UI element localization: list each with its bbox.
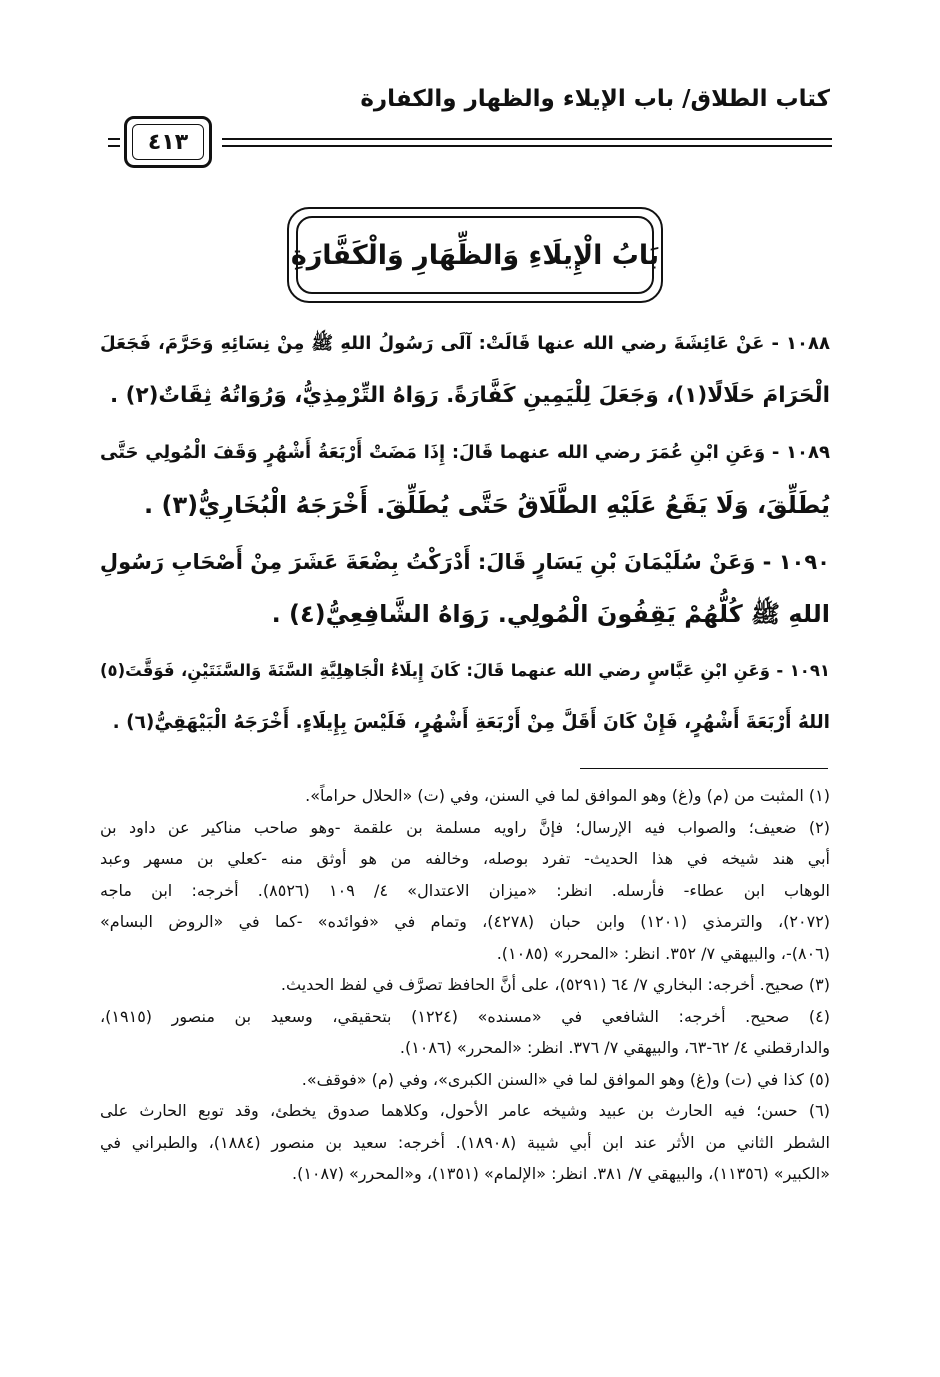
hadith-1091 (100, 645, 830, 749)
footnote-line: (٣) صحيح. أخرجه: البخاري ٧/ ٦٤ (٥٢٩١)، على أنَّ الحافظ تصرَّف في لفظ الحديث. (280, 975, 830, 994)
footnote-line: والدارقطني ٤/ ٦٢-٦٣، والبيهقي ٧/ ٣٧٦. انظر: «المحرر» (١٠٨٦). (399, 1038, 830, 1057)
hadith-line: الْحَرَامَ حَلَالًا(١)، وَجَعَلَ لِلْيَمِينِ كَفَّارَةً. رَوَاهُ التِّرْمِذِيُّ، وَرُوَاتُهُ ثِقَاتٌ(٢) . (110, 383, 830, 408)
footnote-line: (٤) صحيح. أخرجه: الشافعي في «مسنده» (١٢٢٤) بتحقيقي، وسعيد بن منصور (١٩١٥)، (100, 1006, 831, 1026)
footnote-line: (٢) ضعيف؛ والصواب فيه الإرسال؛ فإنَّ راويه مسلمة بن علقمة -وهو صاحب مناكير عن داود بن (100, 817, 830, 837)
footnote-6 (100, 1095, 830, 1190)
hadith-list (100, 318, 830, 754)
hadith-line: يُطَلِّقَ، وَلَا يَقَعُ عَلَيْهِ الطَّلَاقُ حَتَّى يُطَلِّقَ. أَخْرَجَهُ الْبُخَارِيُّ(٣) . (144, 491, 830, 519)
hadith-line: اللهِ ﷺ كُلُّهُمْ يَقِفُونَ الْمُولِي. رَوَاهُ الشَّافِعِيُّ(٤) . (271, 600, 830, 628)
footnote-2 (100, 812, 830, 970)
page-number-frame (124, 116, 212, 168)
hadith-1088 (100, 318, 830, 422)
footnote-divider (580, 768, 828, 769)
footnote-line: (٥) كذا في (ت) و(غ) وهو الموافق لما في «السنن الكبرى»، وفي (م) «فوقف». (301, 1069, 830, 1089)
footnote-1 (100, 780, 830, 812)
footnote-line: (٨٠٦)-، والبيهقي ٧/ ٣٥٢. انظر: «المحرر» (١٠٨٥). (496, 943, 830, 963)
footnote-line: (١) المثبت من (م) و(غ) وهو الموافق لما في السنن، وفي (ت) «الحلال حراماً». (305, 786, 830, 805)
footnote-line: الشطر الثاني من الأثر عند ابن أبي شيبة (١٨٩٠٨). أخرجه: سعيد بن منصور (١٨٨٤)، والطبراني في (100, 1132, 831, 1152)
chapter-title-frame (287, 207, 663, 303)
header-rule (222, 145, 832, 147)
footnotes (100, 780, 830, 1190)
hadith-line: اللهُ أَرْبَعَةَ أَشْهُرٍ، فَإِنْ كَانَ أَقَلَّ مِنْ أَرْبَعَةِ أَشْهُرٍ، فَلَيْسَ بِإِيلَاءٍ. أَخْرَجَهُ الْبَيْهَقِيُّ(٦) . (112, 712, 830, 733)
page-number: ٤١٣ (132, 124, 204, 160)
footnote-line: (٢٠٧٢)، والترمذي (١٢٠١) وابن حبان (٤٢٧٨)، وتمام في «فوائده» -كما في «الروض البسام» (100, 912, 831, 931)
footnote-line: الوهاب ابن عطاء- فأرسله. انظر: «ميزان الاعتدال» ٤/ ١٠٩ (٨٥٢٦). أخرجه: ابن ماجه (100, 880, 830, 900)
footnote-line: (٦) حسن؛ فيه الحارث بن عبيد وشيخه عامر الأحول، وكلاهما صدوق يخطئ، وقد توبع الحارث على (100, 1101, 830, 1120)
hadith-1089 (100, 427, 830, 531)
hadith-line: ١٠٨٨ - عَنْ عَائِشَةَ رضي الله عنها قَالَتْ: آلَى رَسُولُ اللهِ ﷺ مِنْ نِسَائِهِ وَحَرَّمَ، فَجَعَلَ (100, 333, 830, 354)
footnote-line: «الكبير» (١١٣٥٦)، والبيهقي ٧/ ٣٨١. انظر: «الإلمام» (١٣٥١)، و«المحرر» (١٠٨٧). (291, 1164, 830, 1183)
header-rule (222, 138, 832, 140)
hadith-line: ١٠٩١ - وَعَنِ ابْنِ عَبَّاسٍ رضي الله عنهما قَالَ: كَانَ إِيلَاءُ الْجَاهِلِيَّةِ السَّنَةَ وَالسَّنَتَيْنِ، فَوَقَّتَ(٥) (100, 661, 830, 680)
footnote-5 (100, 1064, 830, 1096)
running-header-title: كتاب الطلاق/ باب الإيلاء والظهار والكفارة (360, 86, 830, 112)
hadith-line: ١٠٩٠ - وَعَنْ سُلَيْمَانَ بْنِ يَسَارٍ قَالَ: أَدْرَكْتُ بِضْعَةَ عَشَرَ مِنْ أَصْحَابِ رَسُولِ (99, 550, 830, 574)
footnote-3 (100, 969, 830, 1001)
header-rule-end-mark (108, 136, 120, 146)
chapter-title: بَابُ الْإِيلَاءِ وَالظِّهَارِ وَالْكَفَّارَةِ (296, 216, 654, 294)
footnote-4 (100, 1001, 830, 1064)
footnote-line: أبي هند شيخه في هذا الحديث- تفرد بوصله، وخالفه من هو أوثق منه -كعلي بن مسهر وعبد (100, 849, 830, 868)
hadith-line: ١٠٨٩ - وَعَنِ ابْنِ عُمَرَ رضي الله عنهما قَالَ: إِذَا مَضَتْ أَرْبَعَةُ أَشْهُرٍ وَقَفَ الْمُولِي حَتَّى (100, 442, 830, 463)
hadith-1090 (100, 536, 830, 640)
